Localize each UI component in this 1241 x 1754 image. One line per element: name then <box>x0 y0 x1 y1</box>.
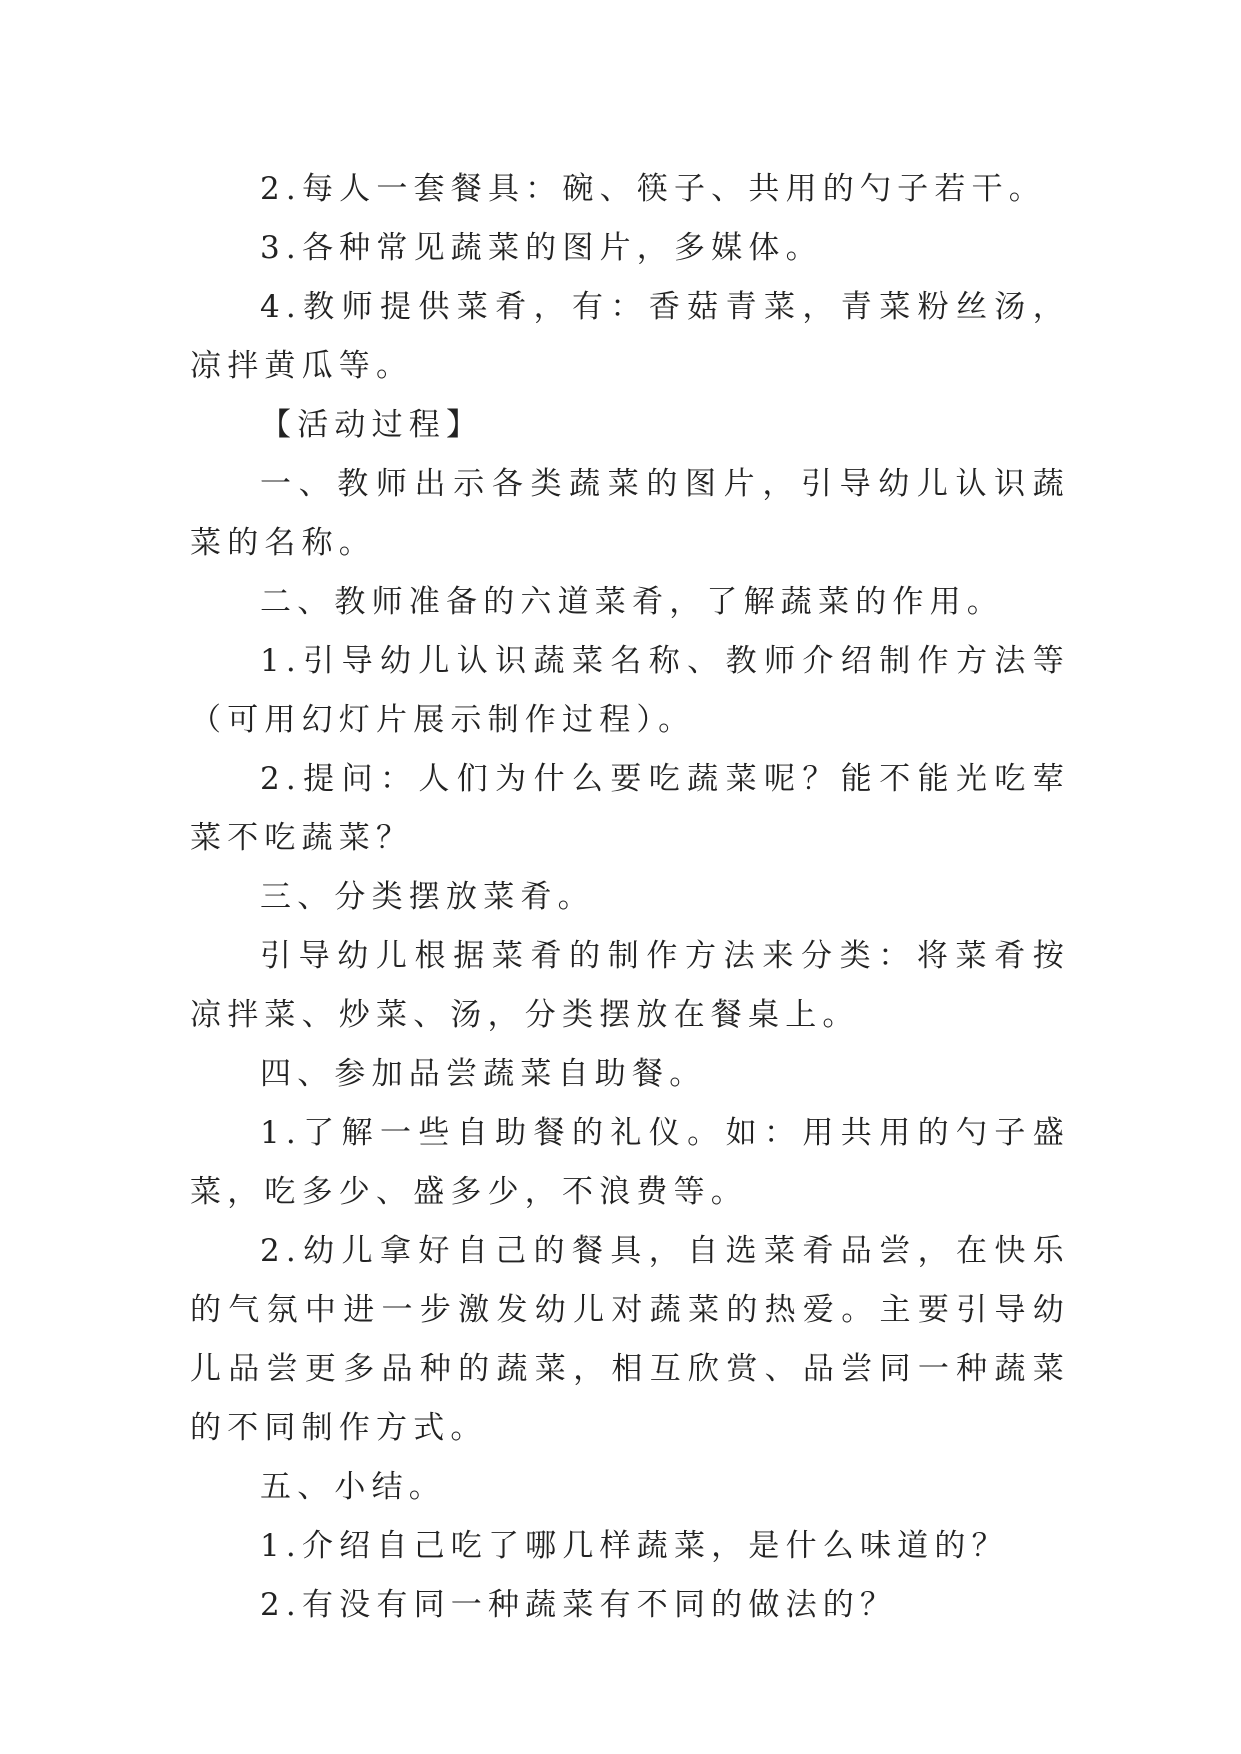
paragraph-teacher-dishes: 4.教师提供菜肴，有：香菇青菜，青菜粉丝汤，凉拌黄瓜等。 <box>190 289 1070 384</box>
paragraph-vegetable-pictures: 3.各种常见蔬菜的图片，多媒体。 <box>260 230 823 266</box>
step-four-item-1: 1.了解一些自助餐的礼仪。如：用共用的勺子盛菜，吃多少、盛多少，不浪费等。 <box>190 1115 1070 1210</box>
step-three-classify: 三、分类摆放菜肴。 <box>260 879 595 915</box>
step-four-item-2: 2.幼儿拿好自己的餐具，自选菜肴品尝，在快乐的气氛中进一步激发幼儿对蔬菜的热爱。主要引导幼儿品尝更多品种的蔬菜，相互欣赏、品尝同一种蔬菜的不同制作方式。 <box>190 1233 1070 1446</box>
section-heading-activity-process: 【活动过程】 <box>260 407 484 443</box>
document-body <box>190 160 1070 1635</box>
step-two-six-dishes: 二、教师准备的六道菜肴，了解蔬菜的作用。 <box>260 584 1004 620</box>
step-five-item-2: 2.有没有同一种蔬菜有不同的做法的？ <box>260 1587 898 1623</box>
step-two-item-1: 1.引导幼儿认识蔬菜名称、教师介绍制作方法等（可用幻灯片展示制作过程）。 <box>190 643 1070 738</box>
step-three-detail: 引导幼儿根据菜肴的制作方法来分类：将菜肴按凉拌菜、炒菜、汤，分类摆放在餐桌上。 <box>190 938 1070 1033</box>
paragraph-tableware: 2.每人一套餐具：碗、筷子、共用的勺子若干。 <box>260 171 1046 207</box>
step-one-show-pictures: 一、教师出示各类蔬菜的图片，引导幼儿认识蔬菜的名称。 <box>190 466 1070 561</box>
step-five-summary: 五、小结。 <box>260 1469 446 1505</box>
step-four-buffet: 四、参加品尝蔬菜自助餐。 <box>260 1056 707 1092</box>
step-five-item-1: 1.介绍自己吃了哪几样蔬菜，是什么味道的？ <box>260 1528 1009 1564</box>
step-two-item-2: 2.提问：人们为什么要吃蔬菜呢？能不能光吃荤菜不吃蔬菜？ <box>190 761 1070 856</box>
